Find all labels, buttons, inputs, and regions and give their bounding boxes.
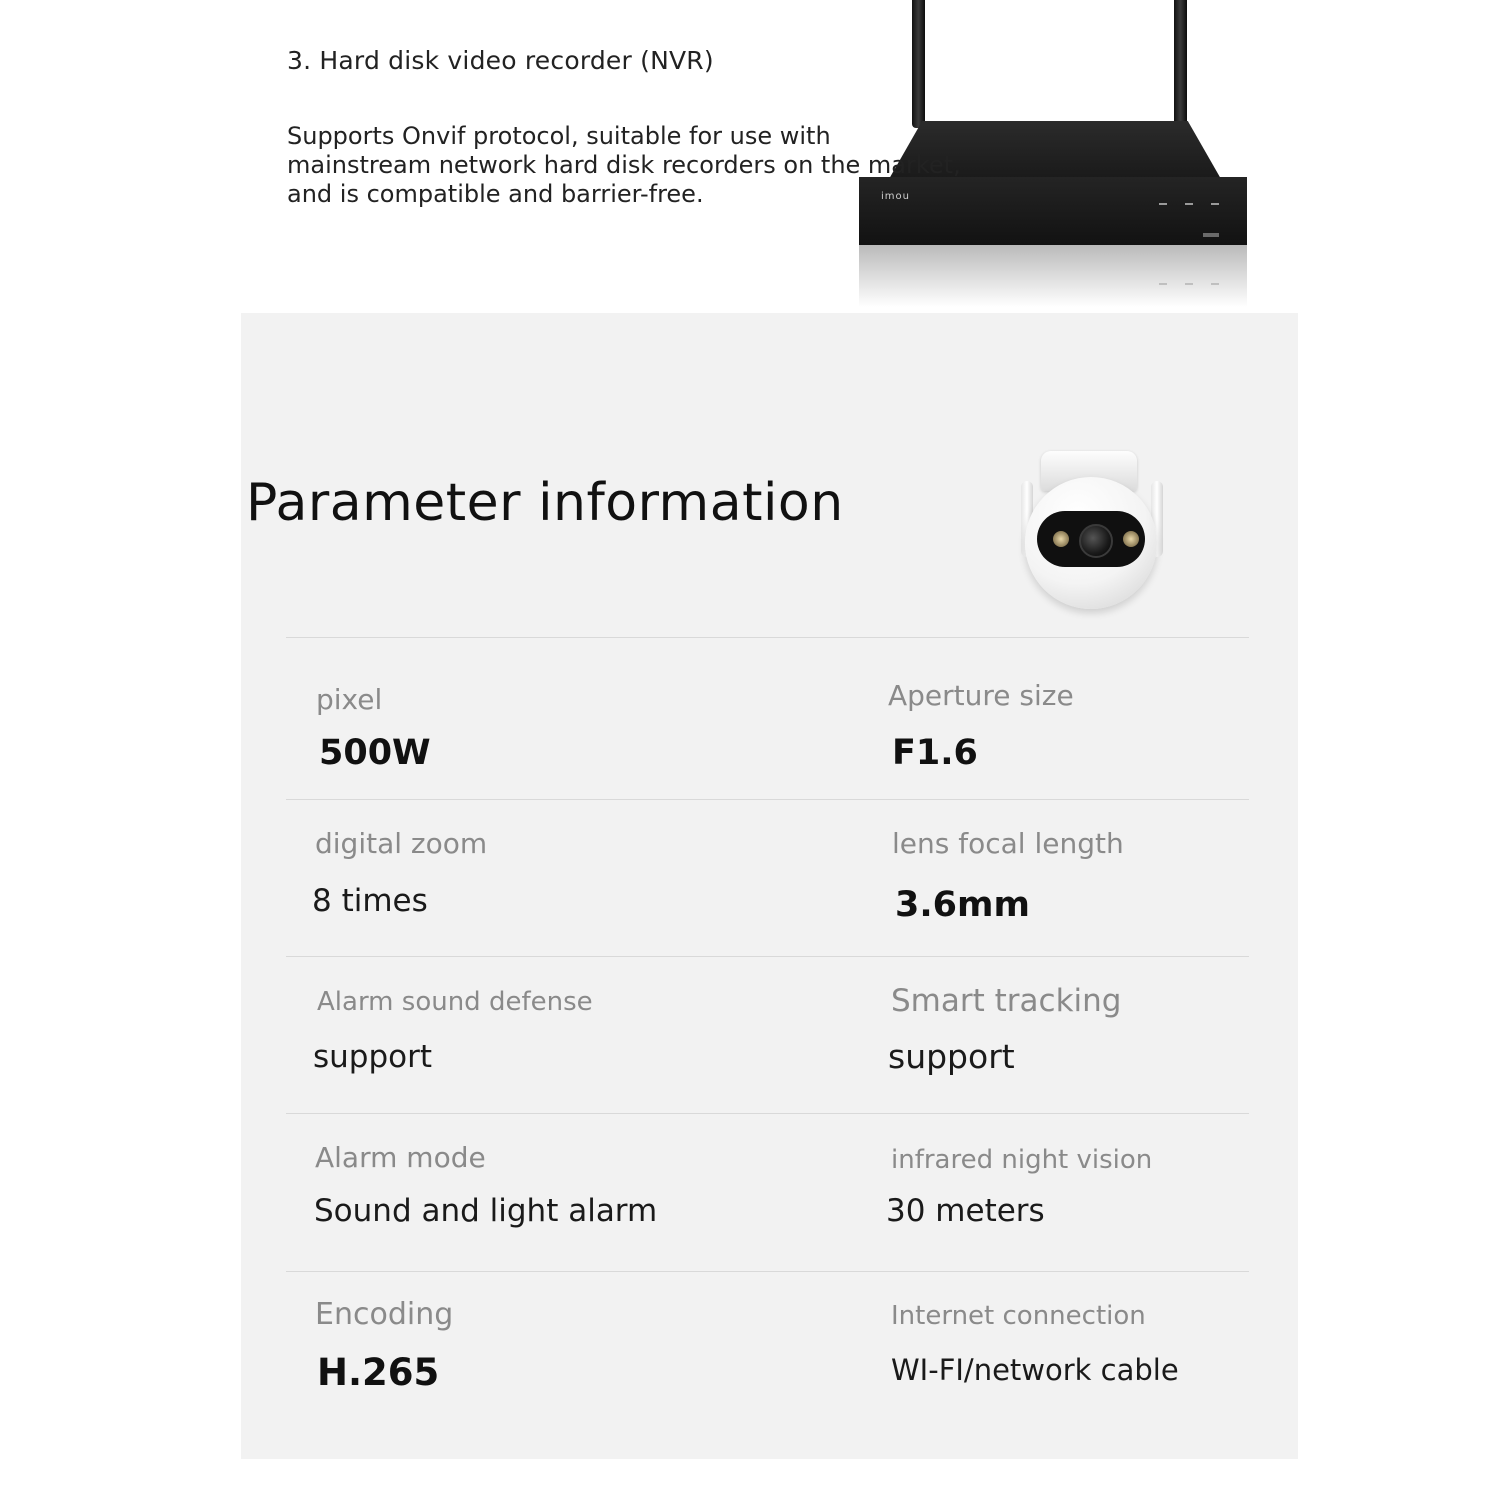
param-label-pixel: pixel	[316, 683, 383, 716]
nvr-description-line: Supports Onvif protocol, suitable for use with	[287, 122, 831, 150]
param-label-encoding: Encoding	[315, 1297, 454, 1332]
divider	[286, 956, 1249, 957]
nvr-led-icon	[1211, 203, 1219, 205]
divider	[286, 799, 1249, 800]
param-value-night-vision: 30 meters	[886, 1193, 1045, 1229]
nvr-led-icon	[1159, 203, 1167, 205]
param-label-alarm-mode: Alarm mode	[315, 1141, 486, 1174]
divider	[286, 637, 1249, 638]
parameter-panel	[241, 313, 1298, 1459]
divider	[286, 1271, 1249, 1272]
param-value-digital-zoom: 8 times	[312, 883, 428, 919]
param-label-digital-zoom: digital zoom	[315, 827, 488, 860]
param-label-smart-tracking: Smart tracking	[891, 983, 1122, 1019]
nvr-description-line: mainstream network hard disk recorders on the market,	[287, 151, 961, 179]
nvr-antenna-right	[1174, 0, 1187, 128]
camera-image	[1017, 445, 1167, 617]
divider	[286, 1113, 1249, 1114]
param-label-internet-connection: Internet connection	[891, 1301, 1146, 1331]
nvr-logo: imou	[881, 191, 910, 202]
nvr-description	[287, 122, 1047, 209]
param-label-alarm-sound: Alarm sound defense	[317, 987, 593, 1017]
nvr-heading: 3. Hard disk video recorder (NVR)	[287, 46, 714, 75]
nvr-usb-port-icon	[1203, 233, 1219, 237]
nvr-led-icon	[1185, 203, 1193, 205]
param-value-alarm-mode: Sound and light alarm	[314, 1193, 658, 1229]
param-value-smart-tracking: support	[888, 1037, 1015, 1076]
nvr-led-reflection	[1185, 283, 1193, 285]
camera-spotlight-icon	[1123, 531, 1139, 547]
nvr-led-reflection	[1159, 283, 1167, 285]
nvr-section	[0, 0, 1500, 312]
param-value-focal-length: 3.6mm	[895, 885, 1030, 925]
nvr-led-reflection	[1211, 283, 1219, 285]
param-value-encoding: H.265	[317, 1351, 440, 1394]
param-value-internet-connection: WI-FI/network cable	[891, 1353, 1179, 1387]
parameter-title: Parameter information	[246, 473, 844, 533]
nvr-antenna-left	[912, 0, 925, 128]
nvr-description-line: and is compatible and barrier-free.	[287, 180, 704, 208]
camera-lens-icon	[1079, 524, 1113, 558]
param-value-pixel: 500W	[319, 733, 431, 773]
param-label-night-vision: infrared night vision	[891, 1145, 1153, 1175]
param-label-aperture: Aperture size	[888, 679, 1074, 712]
param-label-focal-length: lens focal length	[892, 827, 1124, 860]
param-value-aperture: F1.6	[892, 733, 978, 773]
nvr-reflection	[859, 245, 1247, 307]
camera-spotlight-icon	[1053, 531, 1069, 547]
param-value-alarm-sound: support	[313, 1039, 433, 1075]
